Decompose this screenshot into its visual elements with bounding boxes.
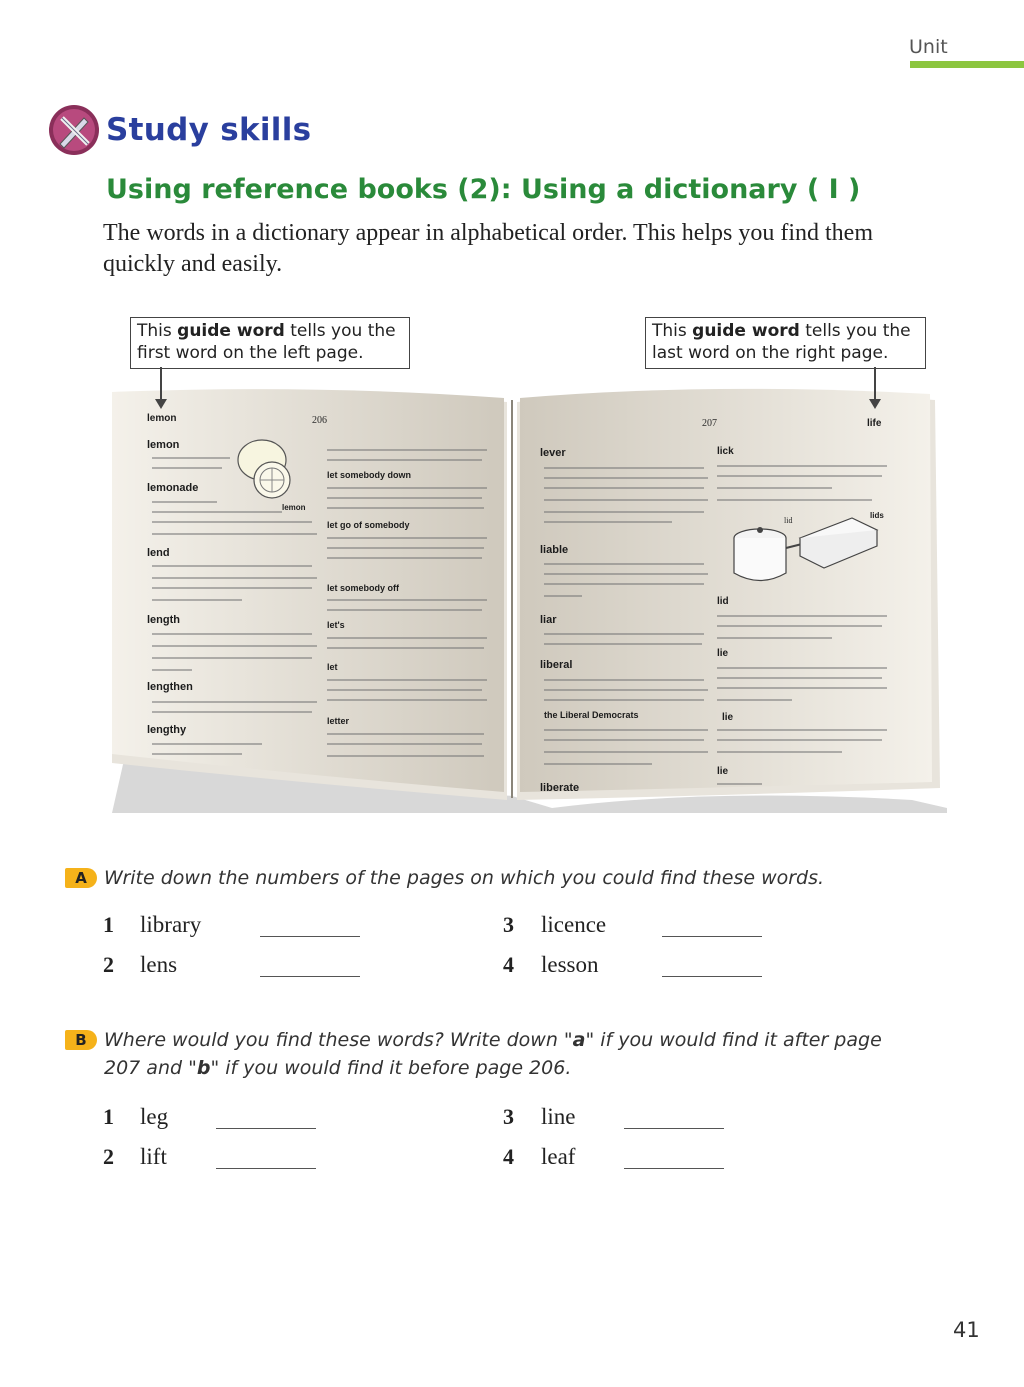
instruction-text: " if you would find it after page 207 and " xyxy=(104,1029,882,1079)
answer-blank[interactable] xyxy=(624,1128,724,1129)
callout-right-pre: This xyxy=(652,321,693,341)
answer-blank[interactable] xyxy=(624,1168,724,1169)
dict-headword: liar xyxy=(540,614,557,626)
dict-headword: let's xyxy=(327,620,345,630)
exercise-b-item-number: 4 xyxy=(503,1144,514,1169)
unit-accent-bar xyxy=(910,61,1024,68)
exercise-b-item-word: leaf xyxy=(541,1144,576,1169)
exercise-a-item-word: lens xyxy=(140,952,178,977)
dict-headword: liberal xyxy=(540,659,573,671)
dict-headword: lie xyxy=(722,712,734,723)
instruction-letter-b: b xyxy=(196,1057,211,1079)
exercise-a-item-word: library xyxy=(140,912,202,937)
callout-left-post: tells you the first word on the left page. xyxy=(137,321,396,363)
guide-arrow-left xyxy=(160,367,162,403)
instruction-text: Where would you find these words? Write down " xyxy=(104,1029,573,1051)
exercise-a-instruction: Write down the numbers of the pages on which you could find these words. xyxy=(104,867,825,889)
exercise-b-badge: B xyxy=(65,1030,97,1050)
callout-first-word xyxy=(130,317,410,369)
picture-label: lemon xyxy=(282,503,306,512)
instruction-text: " if you would find it before page 206. xyxy=(210,1057,572,1079)
exercise-a-item-number: 4 xyxy=(503,952,514,977)
dict-headword: let somebody off xyxy=(327,583,400,593)
dict-headword: lie xyxy=(717,648,729,659)
dict-headword: lengthen xyxy=(147,681,193,693)
exercise-b-item-number: 2 xyxy=(103,1144,114,1169)
callout-left-bold: guide word xyxy=(177,321,285,341)
picture-label: lids xyxy=(870,511,884,520)
callout-left-pre: This xyxy=(137,321,178,341)
arrowhead-right-icon xyxy=(869,399,881,409)
dict-headword: lengthy xyxy=(147,724,187,736)
exercise-a-item-number: 3 xyxy=(503,912,514,937)
dict-headword: lid xyxy=(717,596,729,607)
dict-headword: let go of somebody xyxy=(327,520,410,530)
dict-headword: lemonade xyxy=(147,482,199,494)
exercise-a-item-number: 2 xyxy=(103,952,114,977)
exercise-b-item-number: 3 xyxy=(503,1104,514,1129)
exercise-b-item-word: leg xyxy=(140,1104,169,1129)
answer-blank[interactable] xyxy=(216,1128,316,1129)
exercise-a-item-number: 1 xyxy=(103,912,114,937)
dict-headword: liable xyxy=(540,544,569,556)
dict-headword: liberate xyxy=(540,782,580,794)
left-page-number: 206 xyxy=(312,415,327,426)
instruction-letter-a: a xyxy=(572,1029,586,1051)
answer-blank[interactable] xyxy=(216,1168,316,1169)
page-number: 41 xyxy=(953,1318,980,1342)
arrowhead-left-icon xyxy=(155,399,167,409)
answer-blank[interactable] xyxy=(662,936,762,937)
callout-last-word xyxy=(645,317,926,369)
dictionary-illustration xyxy=(112,388,947,813)
left-guide-word: lemon xyxy=(147,413,177,424)
dict-headword: letter xyxy=(327,716,350,726)
dict-headword: lick xyxy=(717,446,734,457)
answer-blank[interactable] xyxy=(260,976,360,977)
dict-headword: lemon xyxy=(147,439,180,451)
guide-arrow-right xyxy=(874,367,876,403)
dict-headword: lever xyxy=(540,447,566,459)
intro-paragraph: The words in a dictionary appear in alphabetical order. This helps you find them quickly and easily. xyxy=(103,220,874,277)
dict-headword: lend xyxy=(147,547,170,559)
exercise-a-badge: A xyxy=(65,868,97,888)
right-guide-word: life xyxy=(867,418,882,429)
unit-label: Unit xyxy=(909,36,948,58)
lesson-title: Using reference books (2): Using a dictionary ( I ) xyxy=(106,174,861,205)
right-page-number: 207 xyxy=(702,418,717,429)
exercise-a-item-word: licence xyxy=(541,912,607,937)
dict-headword: the Liberal Democrats xyxy=(544,710,639,720)
exercise-b-instruction xyxy=(104,1026,924,1082)
pencil-ruler-badge-icon xyxy=(48,104,100,156)
dict-headword: lie xyxy=(717,766,729,777)
picture-label: lid xyxy=(784,516,793,525)
answer-blank[interactable] xyxy=(662,976,762,977)
section-title: Study skills xyxy=(106,112,312,148)
exercise-b-item-number: 1 xyxy=(103,1104,114,1129)
callout-right-bold: guide word xyxy=(692,321,800,341)
dict-headword: length xyxy=(147,614,180,626)
dict-headword: let xyxy=(327,662,338,672)
callout-right-post: tells you the last word on the right page. xyxy=(652,321,911,363)
answer-blank[interactable] xyxy=(260,936,360,937)
exercise-a-item-word: lesson xyxy=(541,952,599,977)
exercise-b-item-word: line xyxy=(541,1104,576,1129)
dict-headword: let somebody down xyxy=(327,470,412,480)
exercise-b-item-word: lift xyxy=(140,1144,167,1169)
